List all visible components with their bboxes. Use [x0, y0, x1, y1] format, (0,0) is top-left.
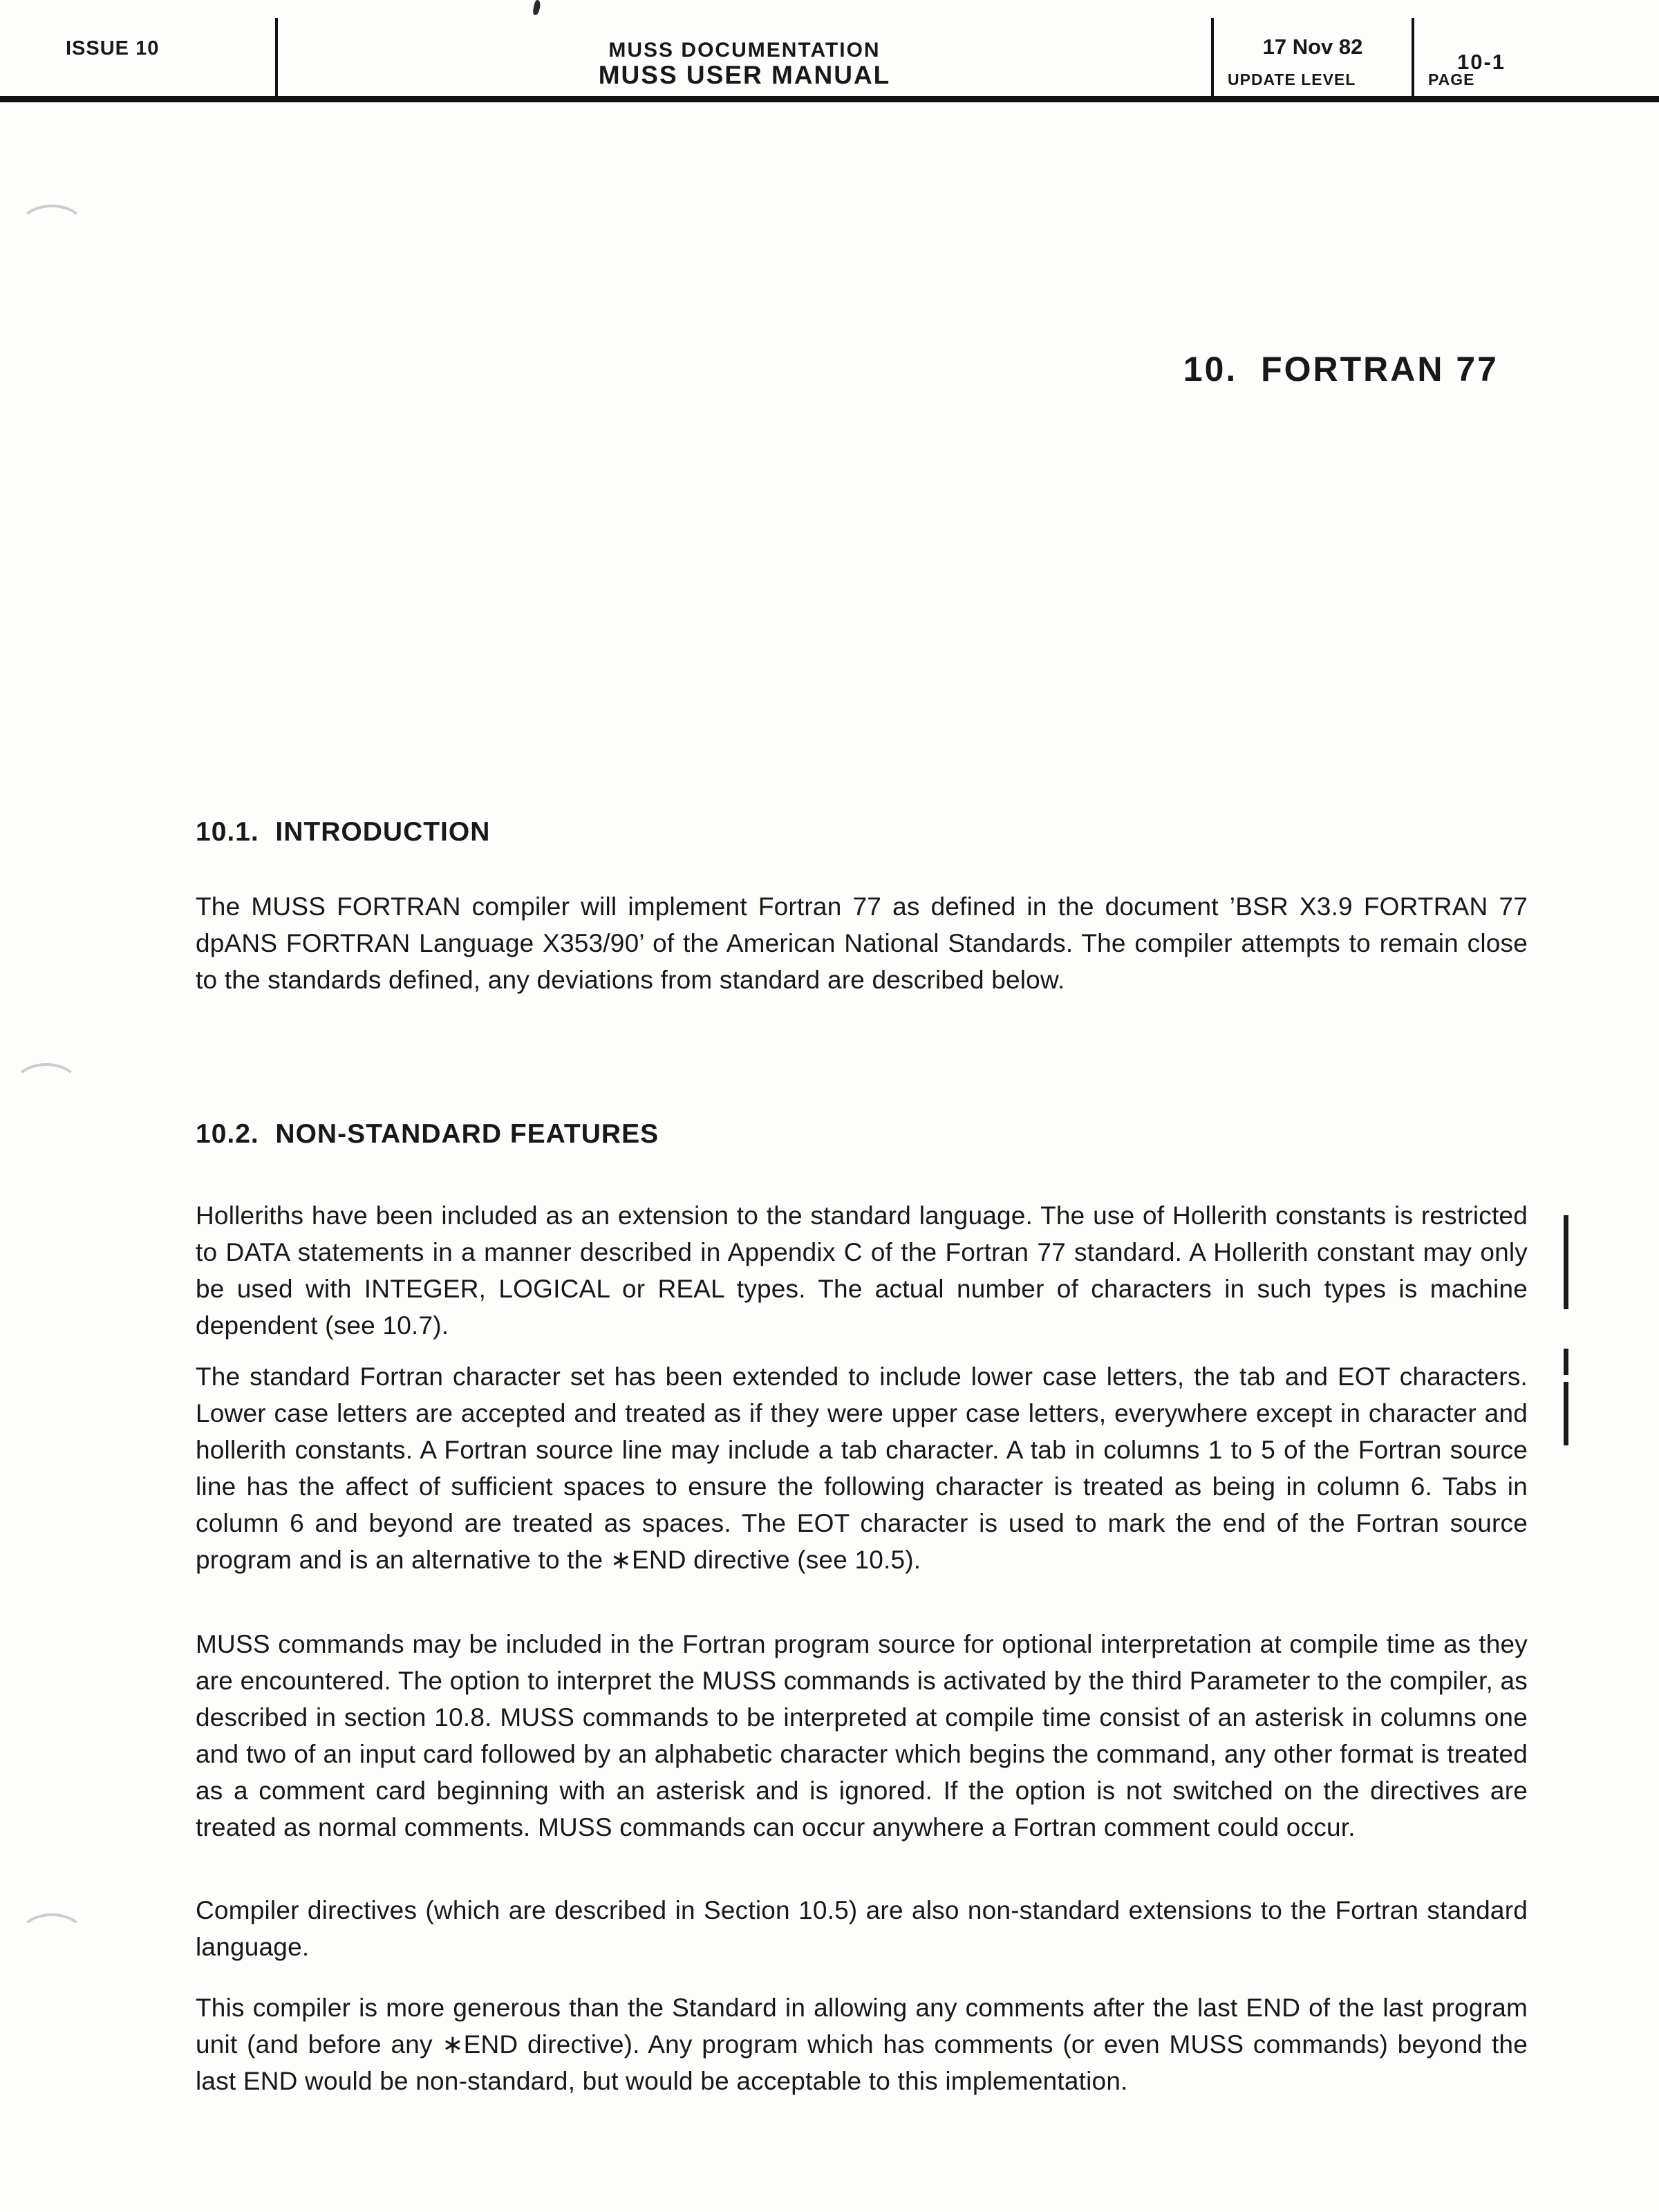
doc-title-line2: MUSS USER MANUAL [598, 61, 891, 89]
change-bar [1564, 1349, 1568, 1375]
doc-title-line1: MUSS DOCUMENTATION [608, 39, 881, 62]
paragraph-compiler-directives: Compiler directives (which are described in Section 10.5) are also non-standard extensions to the Fortran standard language. [196, 1896, 1528, 1961]
change-bar [1564, 1382, 1568, 1445]
paragraph-character-set: The standard Fortran character set has been extended to include lower case letters, the tab and EOT characters. Lower case letters are accepted and treated as if they were upper case letters, everywhere except in character and hollerith constants. A Fortran source line may include a tab character. A tab in columns 1 to 5 of the Fortran source line has the affect of sufficient spaces to ensure the following character is treated as being in column 6. Tabs in column 6 and beyond are treated as spaces. The EOT character is used to mark the end of the Fortran source program and is an alternative to the ∗END directive (see 10.5). [196, 1362, 1528, 1574]
binder-hole-artifact [12, 1063, 80, 1110]
document-title-cell [275, 18, 1211, 96]
paragraph-introduction: The MUSS FORTRAN compiler will implement Fortran 77 as defined in the document ’BSR X3.9 FORTRAN 77 dpANS FORTRAN Language X353/90’ of the American National Standards. The compiler attempts to remain close to the standards defined, any deviations from standard are described below. [196, 892, 1528, 994]
change-bar [1564, 1215, 1568, 1309]
page-number: 10-1 [1457, 50, 1506, 74]
page-header [0, 0, 1659, 102]
update-date: 17 Nov 82 [1262, 35, 1363, 59]
update-level-cell [1211, 18, 1412, 96]
chapter-title: 10. FORTRAN 77 [1183, 350, 1499, 388]
page-number-cell [1412, 18, 1659, 96]
section-heading-non-standard-features: 10.2. NON-STANDARD FEATURES [196, 1119, 659, 1149]
paragraph-holleriths: Holleriths have been included as an extension to the standard language. The use of Hollerith constants is restricted to DATA statements in a manner described in Appendix C of the Fortran 77 standard. A Hollerith constant may only be used with INTEGER, LOGICAL or REAL types. The actual number of characters in such types is machine dependent (see 10.7). [196, 1201, 1528, 1340]
update-level-label: UPDATE LEVEL [1228, 71, 1356, 88]
paragraph-muss-commands: MUSS commands may be included in the Fortran program source for optional interpretation at compile time as they are encountered. The option to interpret the MUSS commands is activated by the third Parameter to the compiler, as described in section 10.8. MUSS commands to be interpreted at compile time consist of an asterisk in columns one and two of an input card followed by an alphabetic character which begins the command, any other format is treated as a comment card beginning with an asterisk and is ignored. If the option is not switched on the directives are treated as normal comments. MUSS commands can occur anywhere a Fortran comment could occur. [196, 1630, 1528, 1841]
binder-hole-artifact [18, 205, 86, 252]
page-label: PAGE [1428, 71, 1475, 88]
binder-hole-artifact [18, 1913, 86, 1960]
issue-cell [0, 0, 275, 96]
issue-label: ISSUE 10 [66, 37, 160, 59]
paragraph-comments-after-end: This compiler is more generous than the Standard in allowing any comments after the last END of the last program unit (and before any ∗END directive). Any program which has comments (or even MUSS commands) beyond the last END would be non-standard, but would be acceptable to this implementation. [196, 1994, 1528, 2095]
section-heading-introduction: 10.1. INTRODUCTION [196, 817, 491, 847]
